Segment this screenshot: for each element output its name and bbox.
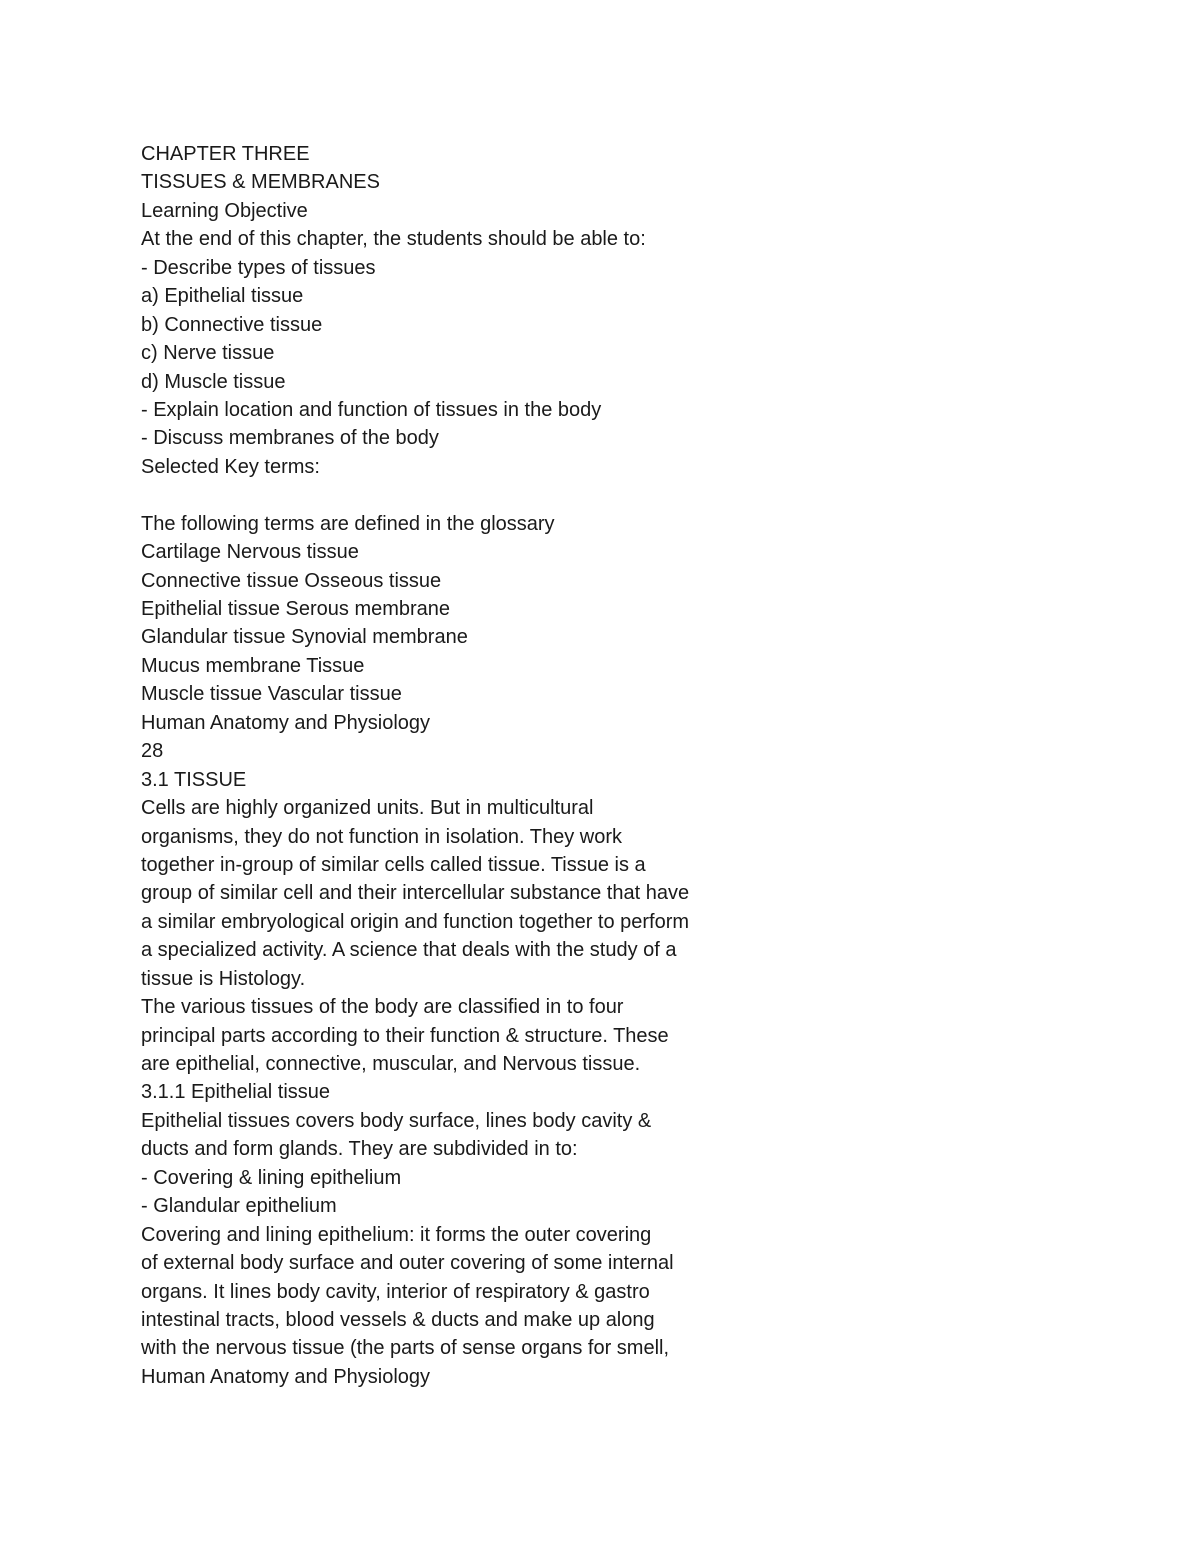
text-line: tissue is Histology.: [141, 967, 306, 990]
text-line: a specialized activity. A science that deals with the study of a: [141, 939, 677, 962]
text-line: of external body surface and outer covering of some internal: [141, 1252, 674, 1275]
text-line: are epithelial, connective, muscular, and Nervous tissue.: [141, 1053, 641, 1075]
key-terms-row: Cartilage Nervous tissue: [141, 541, 359, 564]
running-footer: Human Anatomy and Physiology: [141, 711, 431, 734]
list-item: - Covering & lining epithelium: [141, 1166, 402, 1189]
text-line: Covering and lining epithelium: it forms the outer covering: [141, 1223, 652, 1246]
text-line: principal parts according to their function & structure. These: [141, 1024, 669, 1047]
key-terms-row: Connective tissue Osseous tissue: [141, 569, 442, 592]
key-terms-row: Epithelial tissue Serous membrane: [141, 598, 451, 620]
text-line: a similar embryological origin and function together to perform: [141, 910, 690, 933]
list-item: c) Nerve tissue: [141, 342, 275, 365]
chapter-title: TISSUES & MEMBRANES: [141, 171, 380, 194]
section-heading: Selected Key terms:: [141, 455, 320, 478]
text-line: Epithelial tissues covers body surface, lines body cavity &: [141, 1109, 652, 1132]
text-line: group of similar cell and their intercellular substance that have: [141, 882, 690, 905]
list-item: d) Muscle tissue: [141, 370, 286, 393]
section-heading: 3.1 TISSUE: [141, 768, 247, 791]
section-heading: 3.1.1 Epithelial tissue: [141, 1081, 331, 1104]
list-item: - Describe types of tissues: [141, 256, 376, 279]
text-line: The various tissues of the body are classified in to four: [141, 996, 624, 1019]
section-heading: Learning Objective: [141, 199, 308, 222]
chapter-number: CHAPTER THREE: [141, 143, 310, 165]
text-line: with the nervous tissue (the parts of sense organs for smell,: [141, 1337, 670, 1360]
text-line: At the end of this chapter, the students should be able to:: [141, 228, 646, 251]
document-body: [141, 140, 1101, 1391]
list-item: - Glandular epithelium: [141, 1195, 337, 1218]
list-item: - Discuss membranes of the body: [141, 427, 439, 450]
key-terms-row: Mucus membrane Tissue: [141, 654, 365, 677]
text-line: Cells are highly organized units. But in multicultural: [141, 797, 594, 820]
list-item: b) Connective tissue: [141, 313, 323, 336]
text-line: intestinal tracts, blood vessels & ducts and make up along: [141, 1308, 655, 1331]
list-item: - Explain location and function of tissues in the body: [141, 398, 602, 421]
list-item: a) Epithelial tissue: [141, 285, 304, 308]
text-line: ducts and form glands. They are subdivided in to:: [141, 1138, 578, 1161]
blank-line: [141, 481, 1101, 509]
page-number: 28: [141, 740, 164, 763]
text-line: together in-group of similar cells called tissue. Tissue is a: [141, 853, 646, 876]
running-footer: Human Anatomy and Physiology: [141, 1365, 431, 1388]
key-terms-row: Glandular tissue Synovial membrane: [141, 626, 468, 649]
text-line: organs. It lines body cavity, interior of respiratory & gastro: [141, 1280, 650, 1303]
text-line: The following terms are defined in the glossary: [141, 512, 555, 535]
text-line: organisms, they do not function in isolation. They work: [141, 825, 622, 848]
key-terms-row: Muscle tissue Vascular tissue: [141, 683, 402, 706]
